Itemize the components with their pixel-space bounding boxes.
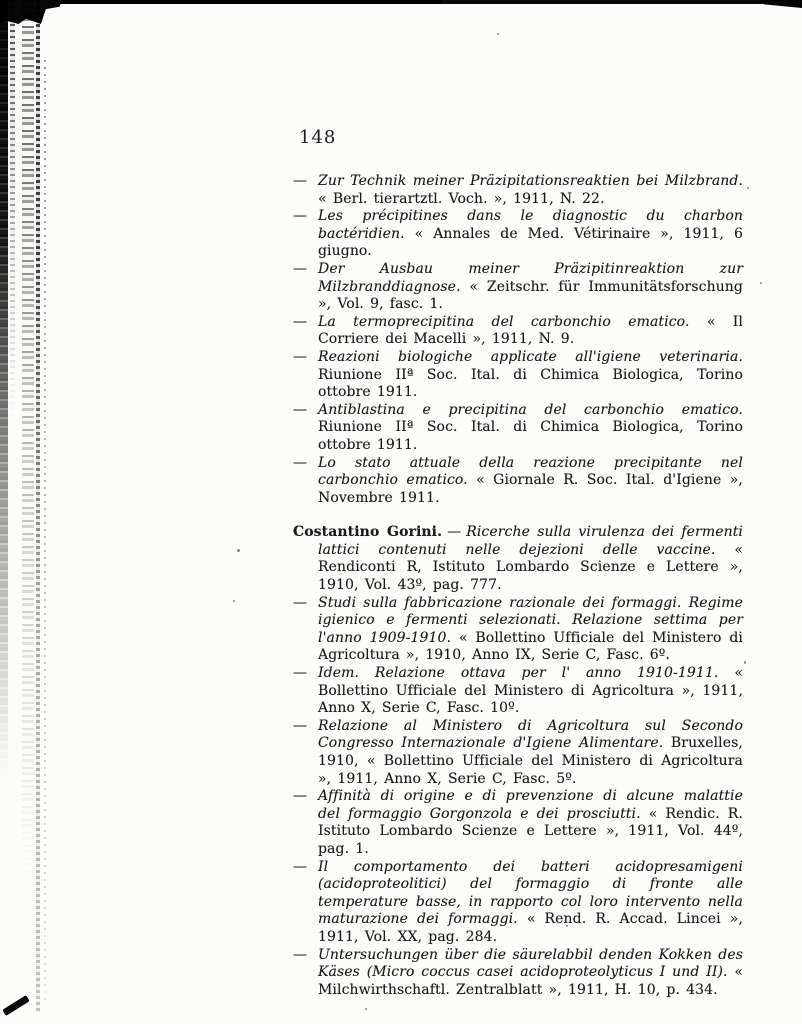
bibliography-entry [293,718,743,788]
scan-binding-streak [22,0,34,880]
entry-title: Reazioni biologiche applicate all'igiene veterinaria. [318,348,743,365]
bibliography-entry [293,859,743,947]
entry-title: Untersuchungen über die säurelabbil denden Kokken des Käses (Micro coccus casei acidoproteolyticus I und II). [318,946,743,981]
entry-title: Ricerche sulla virulenza dei fermenti lattici contenuti nelle dejezioni delle vaccine. [318,524,744,558]
entry-ref: « Zeitschr. für Immunitätsforschung », Vol. 9, fasc. 1. [318,278,743,313]
entry-dash-marker: — [293,454,308,471]
entry-title: Der Ausbau meiner Präzipitinreaktion zur Milzbranddiagnose. [318,260,743,295]
entry-ref: « Rendiconti R, Istituto Lombardo Scienze e Lettere », 1910, Vol. 43º, pag. 777. [318,541,743,594]
entry-title: Antiblastina e precipitina del carbonchio ematico. [318,401,743,418]
entry-dash-marker: — [293,788,308,805]
entry-dash-marker: — [293,594,308,611]
bibliography-entry [293,173,743,208]
bibliography-author-entry [293,524,743,594]
scan-speck [233,600,235,602]
scan-speck [760,282,762,284]
entry-ref: Bruxelles, 1910, « Bollettino Ufficiale del Ministero di Agricoltura », 1911, Anno X, Serie C, Fasc. 5º. [318,735,743,787]
bibliography-entry [293,314,743,349]
scan-top-edge-artifact [0,0,802,4]
entry-ref: « Berl. tierartztl. Voch. », 1911, N. 22. [318,190,605,207]
entry-title: Lo stato attuale della reazione precipitante nel carbonchio ematico. [318,454,743,489]
bibliography-entry [293,208,743,261]
entry-dash-marker: — [293,260,308,277]
bibliography-entry [293,455,743,508]
entry-title: Idem. Relazione ottava per l' anno 1910-1911. [318,665,719,682]
entry-dash-marker: — [293,208,308,225]
entry-dash-marker: — [293,946,308,963]
bibliography-entry [293,947,743,1000]
entry-dash-marker: — [293,858,308,875]
author-name: Costantino Gorini. [293,524,443,541]
entry-ref: Riunione IIª Soc. Ital. di Chimica Biologica, Torino ottobre 1911. [318,419,743,453]
entry-dash-marker: — [293,717,308,734]
scan-speck [497,33,499,35]
entry-title: Affinità di origine e di prevenzione di alcune malattie del formaggio Gorgonzola e dei prosciutti. [318,788,743,822]
bibliography-entry [293,261,743,314]
entry-dash-marker: — [293,173,308,189]
entry-ref: Riunione IIª Soc. Ital. di Chimica Biologica, Torino ottobre 1911. [318,366,743,401]
entry-title: Zur Technik meiner Präzipitationsreaktien bei Milzbrand. [318,173,743,189]
bibliography-content [293,173,743,999]
page-number: 148 [299,127,337,148]
scan-speck [744,661,746,664]
entry-dash-marker: — [447,524,462,541]
entry-ref: « Bollettino Ufficiale del Ministero di Agricoltura », 1910, Anno IX, Serie C, Fasc. 6º. [318,629,743,664]
scan-speck [237,549,240,552]
scan-bottom-mark-artifact [2,995,29,1016]
entry-dash-marker: — [293,665,308,682]
bibliography-entry [293,402,743,455]
scan-binding-streak [0,0,8,780]
entry-ref: « Il Corriere dei Macelli », 1911, N. 9. [318,313,743,348]
scan-top-right-edge-artifact [756,0,802,8]
entry-dash-marker: — [293,401,308,418]
scan-speck [365,1008,367,1010]
entry-dash-marker: — [293,313,308,330]
bibliography-entry [293,788,743,858]
entry-ref: « Rend. R. Accad. Lincei », 1911, Vol. XX, pag. 284. [318,911,743,945]
entry-ref: « Rendic. R. Istituto Lombardo Scienze e Lettere », 1911, Vol. 44º, pag. 1. [318,805,743,857]
bibliography-entry [293,349,743,402]
entry-ref: « Annales de Med. Vétirinaire », 1911, 6 giugno. [318,225,743,260]
entry-title: La termoprecipitina del carbonchio ematico. [318,313,690,330]
bibliography-section-gorini [293,524,743,999]
bibliography-entry [293,665,743,718]
entry-title: Studi sulla fabbricazione razionale dei formaggi. Regime igienico e fermenti selezionati. Relazione settima per l'anno 1909-1910. [318,594,743,646]
entry-ref: « Giornale R. Soc. Ital. d'Igiene », Novembre 1911. [318,472,743,506]
entry-ref: « Bollettino Ufficiale del Ministero di Agricoltura », 1911, Anno X, Serie C, Fasc. 10º. [318,665,743,717]
entry-ref: « Milchwirthschaftl. Zentralblatt », 1911, H. 10, p. 434. [318,964,744,998]
scan-speck [747,187,749,189]
scan-binding-streak [44,60,46,1000]
bibliography-entry [293,595,743,665]
entry-title: Les précipitines dans le diagnostic du charbon bactéridien. [318,208,743,242]
bibliography-section [293,173,743,507]
entry-title: Il comportamento dei batteri acidopresamigeni (acidoproteolitici) del formaggio di fronte alle temperature basse, in rapporto col loro intervento nella maturazione dei formaggi. [318,858,743,928]
entry-dash-marker: — [293,348,308,365]
scan-binding-streak [10,0,15,420]
scan-binding-streak [36,0,40,1012]
entry-title: Relazione al Ministero di Agricoltura sul Secondo Congresso Internazionale d'Igiene Alimentare. [318,717,743,752]
